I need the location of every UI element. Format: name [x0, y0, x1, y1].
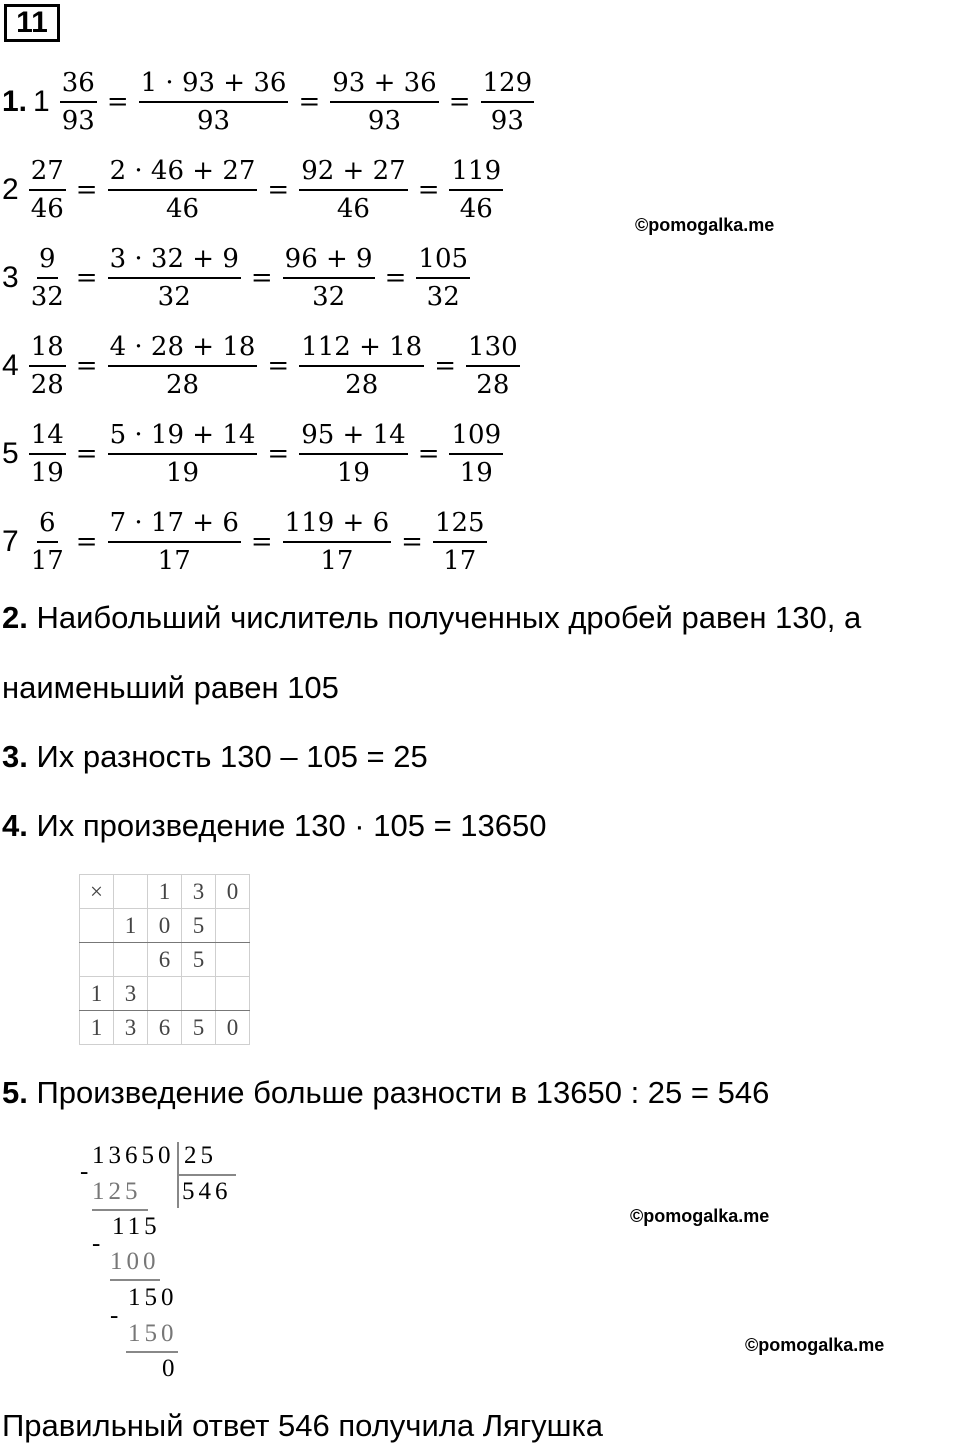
grid-cell	[216, 909, 250, 943]
part2-line1: 2. Наибольший числитель полученных дробей равен 130, а	[2, 600, 862, 635]
numerator: 27	[29, 153, 66, 191]
improper-fraction	[416, 241, 470, 315]
denominator: 32	[157, 282, 191, 312]
grid-row	[80, 909, 250, 943]
numerator: 93 + 36	[330, 65, 438, 103]
step-line	[110, 1279, 160, 1281]
grid-cell: 1	[148, 875, 182, 909]
denominator: 32	[312, 282, 346, 312]
numerator: 129	[481, 65, 535, 103]
grid-cell	[148, 977, 182, 1011]
denominator: 28	[165, 370, 200, 400]
equals-sign: =	[75, 175, 98, 205]
numerator: 125	[433, 505, 487, 543]
whole-part: 5	[2, 437, 19, 470]
grid-cell	[114, 943, 148, 977]
denominator: 93	[490, 106, 524, 136]
denominator: 17	[320, 546, 354, 576]
grid-cell: 0	[216, 875, 250, 909]
grid-cell: 1	[80, 1011, 114, 1045]
grid-row	[80, 1011, 250, 1045]
mixed-fraction	[29, 153, 66, 227]
final-answer: Правильный ответ 546 получила Лягушка	[2, 1408, 603, 1443]
numerator: 95 + 14	[299, 417, 407, 455]
division-step: 125	[92, 1178, 142, 1205]
improper-fraction	[449, 153, 503, 227]
numerator: 105	[416, 241, 470, 279]
equals-sign: =	[250, 527, 273, 557]
grid-cell: ×	[80, 875, 114, 909]
equals-sign: =	[298, 87, 321, 117]
equals-sign: =	[267, 439, 290, 469]
task-number-badge: 11	[4, 4, 60, 42]
grid-cell: 0	[148, 909, 182, 943]
numerator: 6	[37, 505, 58, 543]
mixed-fraction	[29, 329, 66, 403]
denominator: 46	[165, 194, 200, 224]
quotient: 546	[182, 1178, 232, 1205]
whole-part: 4	[2, 349, 19, 382]
part3-line: 3. Их разность 130 – 105 = 25	[2, 739, 428, 774]
fraction-row	[2, 150, 507, 230]
grid-row	[80, 875, 250, 909]
equals-sign: =	[75, 351, 98, 381]
division-step: 115	[112, 1213, 161, 1240]
improper-fraction	[433, 505, 487, 579]
multiplication-grid	[79, 874, 250, 1045]
watermark: ©pomogalka.me	[745, 1335, 885, 1355]
grid-cell	[182, 977, 216, 1011]
numerator: 96 + 9	[283, 241, 375, 279]
numerator: 1 · 93 + 36	[139, 65, 289, 103]
watermark: ©pomogalka.me	[630, 1206, 770, 1226]
division-step: 100	[110, 1248, 160, 1275]
dividend: 13650	[92, 1142, 175, 1169]
expanded-fraction	[108, 153, 258, 227]
long-division	[78, 1140, 258, 1390]
step-line	[126, 1351, 178, 1353]
grid-cell	[216, 943, 250, 977]
denominator: 93	[367, 106, 402, 136]
equals-sign: =	[417, 175, 440, 205]
denominator: 93	[196, 106, 231, 136]
denominator: 46	[336, 194, 370, 224]
denominator: 19	[459, 458, 493, 488]
sum-fraction	[299, 329, 424, 403]
grid-cell: 1	[114, 909, 148, 943]
mixed-fraction	[29, 417, 66, 491]
numerator: 119 + 6	[283, 505, 391, 543]
grid-cell: 6	[148, 943, 182, 977]
whole-part: 2	[2, 173, 19, 206]
denominator: 19	[30, 458, 64, 488]
numerator: 36	[60, 65, 97, 103]
denominator: 32	[30, 282, 64, 312]
part2-line2: наименьший равен 105	[2, 670, 339, 705]
equals-sign: =	[401, 527, 423, 557]
expanded-fraction	[108, 329, 258, 403]
numerator: 2 · 46 + 27	[108, 153, 258, 191]
denominator: 17	[157, 546, 191, 576]
numerator: 14	[29, 417, 66, 455]
sum-fraction	[283, 241, 375, 315]
sum-fraction	[330, 65, 438, 139]
numerator: 92 + 27	[299, 153, 407, 191]
equals-sign: =	[250, 263, 273, 293]
watermark: ©pomogalka.me	[635, 215, 775, 235]
denominator: 17	[30, 546, 64, 576]
denominator: 19	[336, 458, 370, 488]
sum-fraction	[283, 505, 391, 579]
expanded-fraction	[108, 241, 241, 315]
mixed-fraction	[60, 65, 97, 139]
part1-label: 1.	[2, 85, 28, 118]
fraction-row	[2, 414, 507, 494]
fraction-row	[2, 62, 538, 142]
grid-cell: 5	[182, 1011, 216, 1045]
improper-fraction	[466, 329, 520, 403]
division-remainder: 0	[162, 1355, 179, 1382]
part4-line: 4. Их произведение 130 · 105 = 13650	[2, 808, 547, 843]
denominator: 17	[443, 546, 477, 576]
equals-sign: =	[384, 263, 407, 293]
grid-cell: 3	[114, 1011, 148, 1045]
whole-part: 7	[2, 525, 19, 558]
grid-cell: 0	[216, 1011, 250, 1045]
whole-part: 3	[2, 261, 19, 294]
fraction-row	[2, 326, 524, 406]
numerator: 18	[29, 329, 66, 367]
sum-fraction	[299, 417, 407, 491]
equals-sign: =	[417, 439, 440, 469]
equals-sign: =	[75, 439, 98, 469]
denominator: 46	[459, 194, 493, 224]
expanded-fraction	[139, 65, 289, 139]
numerator: 130	[466, 329, 520, 367]
equals-sign: =	[75, 527, 98, 557]
numerator: 112 + 18	[299, 329, 424, 367]
denominator: 19	[165, 458, 200, 488]
minus-sign: -	[110, 1302, 123, 1329]
denominator: 93	[61, 106, 95, 136]
denominator: 28	[345, 370, 379, 400]
mixed-fraction	[29, 241, 66, 315]
equals-sign: =	[434, 351, 457, 381]
expanded-fraction	[108, 505, 241, 579]
minus-sign: -	[92, 1230, 105, 1257]
improper-fraction	[449, 417, 503, 491]
equals-sign: =	[75, 263, 98, 293]
equals-sign: =	[267, 175, 290, 205]
numerator: 9	[37, 241, 58, 279]
grid-cell	[114, 875, 148, 909]
whole-part: 1	[33, 85, 50, 118]
mixed-fraction	[29, 505, 66, 579]
numerator: 4 · 28 + 18	[108, 329, 258, 367]
denominator: 28	[476, 370, 510, 400]
grid-cell	[80, 909, 114, 943]
numerator: 109	[449, 417, 503, 455]
minus-sign: -	[80, 1158, 93, 1185]
grid-cell: 5	[182, 909, 216, 943]
grid-cell: 5	[182, 943, 216, 977]
numerator: 119	[449, 153, 503, 191]
expanded-fraction	[108, 417, 258, 491]
division-step: 150	[128, 1284, 178, 1311]
grid-cell: 3	[182, 875, 216, 909]
divisor: 25	[184, 1142, 217, 1169]
denominator: 32	[426, 282, 460, 312]
divisor-underline	[178, 1174, 236, 1176]
grid-cell	[216, 977, 250, 1011]
fraction-row	[2, 502, 491, 582]
step-line	[92, 1209, 148, 1211]
grid-row	[80, 977, 250, 1011]
grid-cell: 6	[148, 1011, 182, 1045]
denominator: 28	[30, 370, 64, 400]
equals-sign: =	[267, 351, 290, 381]
equals-sign: =	[106, 87, 129, 117]
part5-line: 5. Произведение больше разности в 13650 : 25 = 546	[2, 1075, 770, 1110]
denominator: 46	[30, 194, 64, 224]
division-step: 150	[128, 1320, 178, 1347]
numerator: 5 · 19 + 14	[108, 417, 258, 455]
grid-cell	[80, 943, 114, 977]
equals-sign: =	[448, 87, 471, 117]
improper-fraction	[481, 65, 535, 139]
sum-fraction	[299, 153, 407, 227]
grid-row	[80, 943, 250, 977]
numerator: 3 · 32 + 9	[108, 241, 241, 279]
grid-cell: 3	[114, 977, 148, 1011]
numerator: 7 · 17 + 6	[108, 505, 241, 543]
fraction-row	[2, 238, 474, 318]
grid-cell: 1	[80, 977, 114, 1011]
